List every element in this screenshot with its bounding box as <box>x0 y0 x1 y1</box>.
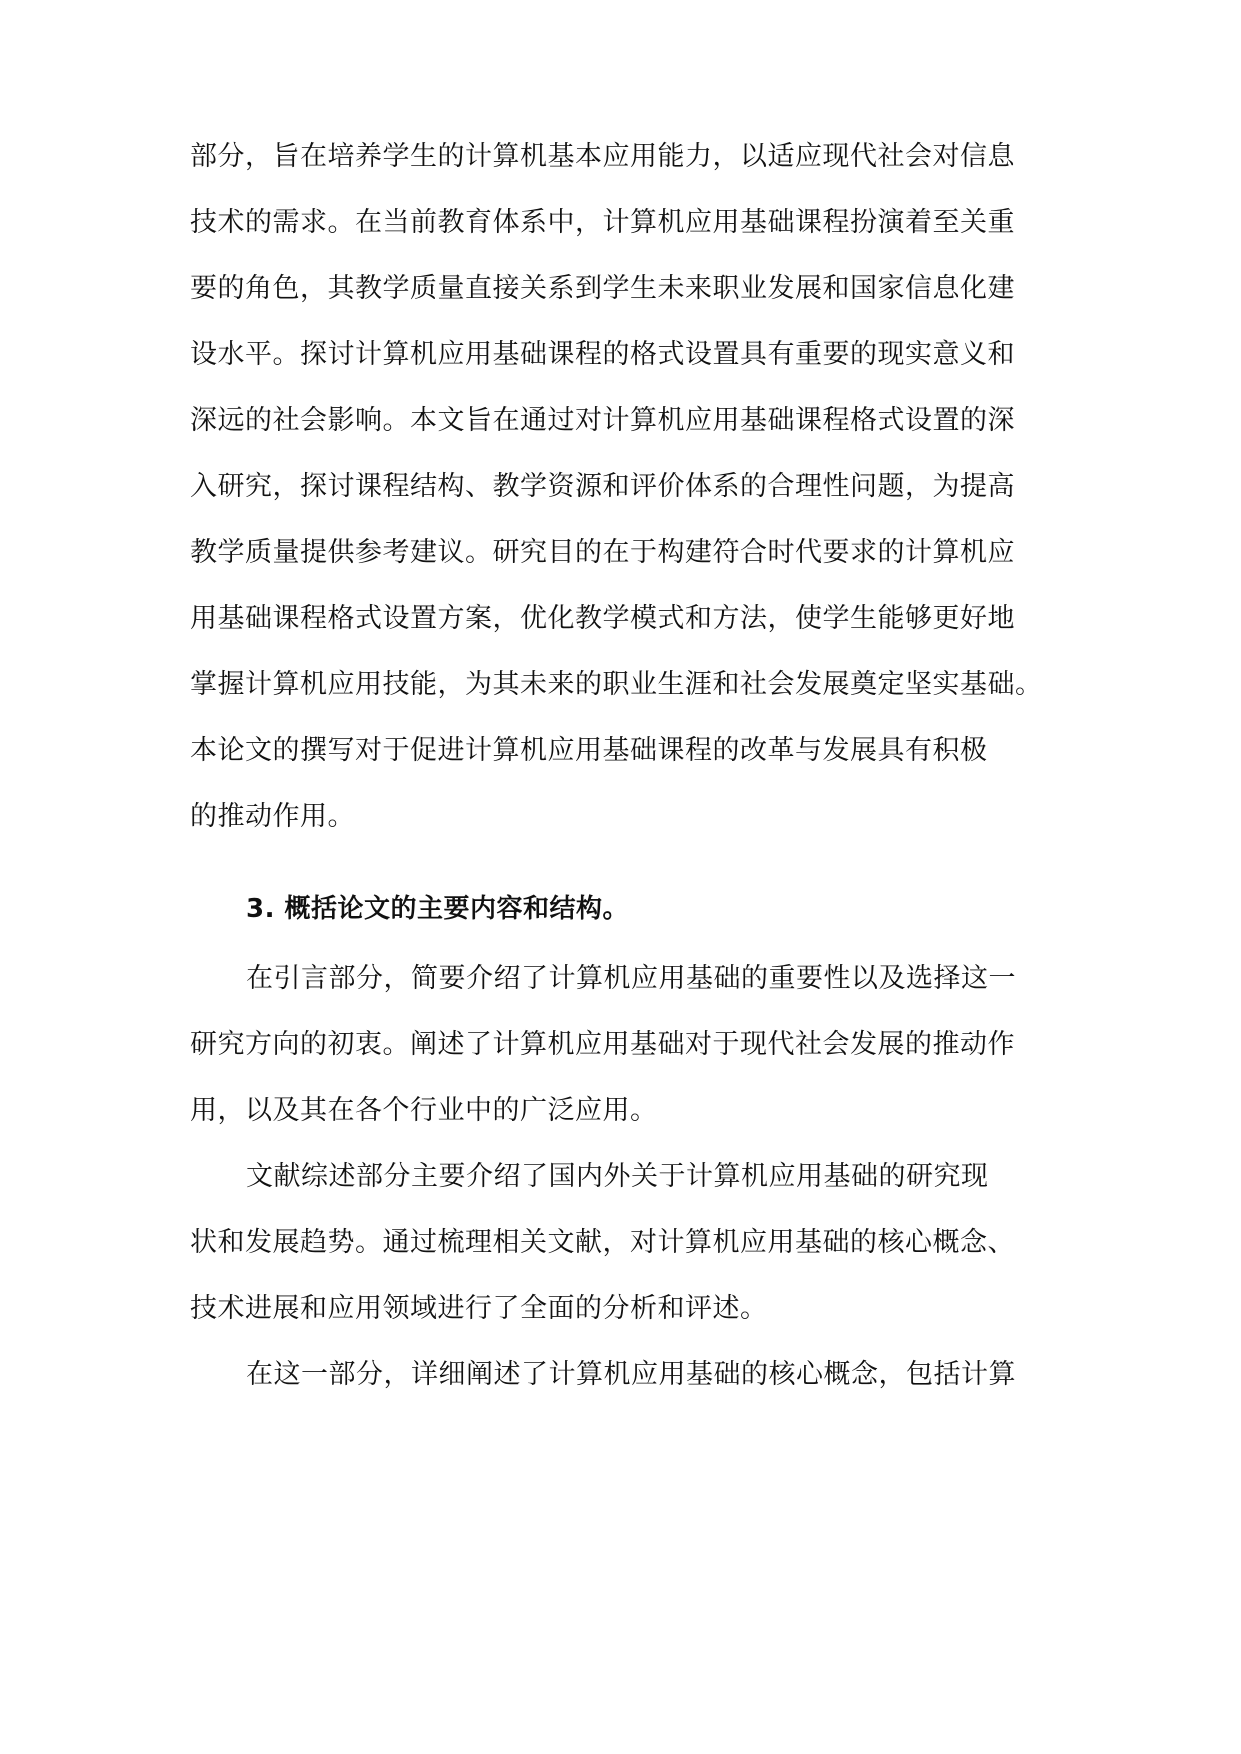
text-line: 用基础课程格式设置方案，优化教学模式和方法，使学生能够更好地 <box>190 603 1015 634</box>
text-line: 在引言部分，简要介绍了计算机应用基础的重要性以及选择这一 <box>246 963 1016 994</box>
text-line: 技术进展和应用领域进行了全面的分析和评述。 <box>190 1293 768 1324</box>
text-line: 教学质量提供参考建议。研究目的在于构建符合时代要求的计算机应 <box>190 537 1015 568</box>
text-line: 在这一部分，详细阐述了计算机应用基础的核心概念，包括计算 <box>246 1359 1016 1390</box>
text-line: 文献综述部分主要介绍了国内外关于计算机应用基础的研究现 <box>246 1161 989 1192</box>
section-heading: 3. 概括论文的主要内容和结构。 <box>246 894 630 924</box>
text-line: 研究方向的初衷。阐述了计算机应用基础对于现代社会发展的推动作 <box>190 1029 1015 1060</box>
text-line: 状和发展趋势。通过梳理相关文献，对计算机应用基础的核心概念、 <box>190 1227 1015 1258</box>
text-line: 的推动作用。 <box>190 801 355 832</box>
text-line: 设水平。探讨计算机应用基础课程的格式设置具有重要的现实意义和 <box>190 339 1015 370</box>
text-line: 本论文的撰写对于促进计算机应用基础课程的改革与发展具有积极 <box>190 735 988 766</box>
text-line: 部分，旨在培养学生的计算机基本应用能力，以适应现代社会对信息 <box>190 141 1015 172</box>
text-line: 深远的社会影响。本文旨在通过对计算机应用基础课程格式设置的深 <box>190 405 1015 436</box>
text-line: 入研究，探讨课程结构、教学资源和评价体系的合理性问题，为提高 <box>190 471 1015 502</box>
text-line: 用，以及其在各个行业中的广泛应用。 <box>190 1095 658 1126</box>
text-line: 要的角色，其教学质量直接关系到学生未来职业发展和国家信息化建 <box>190 273 1015 304</box>
text-line: 技术的需求。在当前教育体系中，计算机应用基础课程扮演着至关重 <box>190 207 1015 238</box>
text-line: 掌握计算机应用技能，为其未来的职业生涯和社会发展奠定坚实基础。 <box>190 669 1043 700</box>
